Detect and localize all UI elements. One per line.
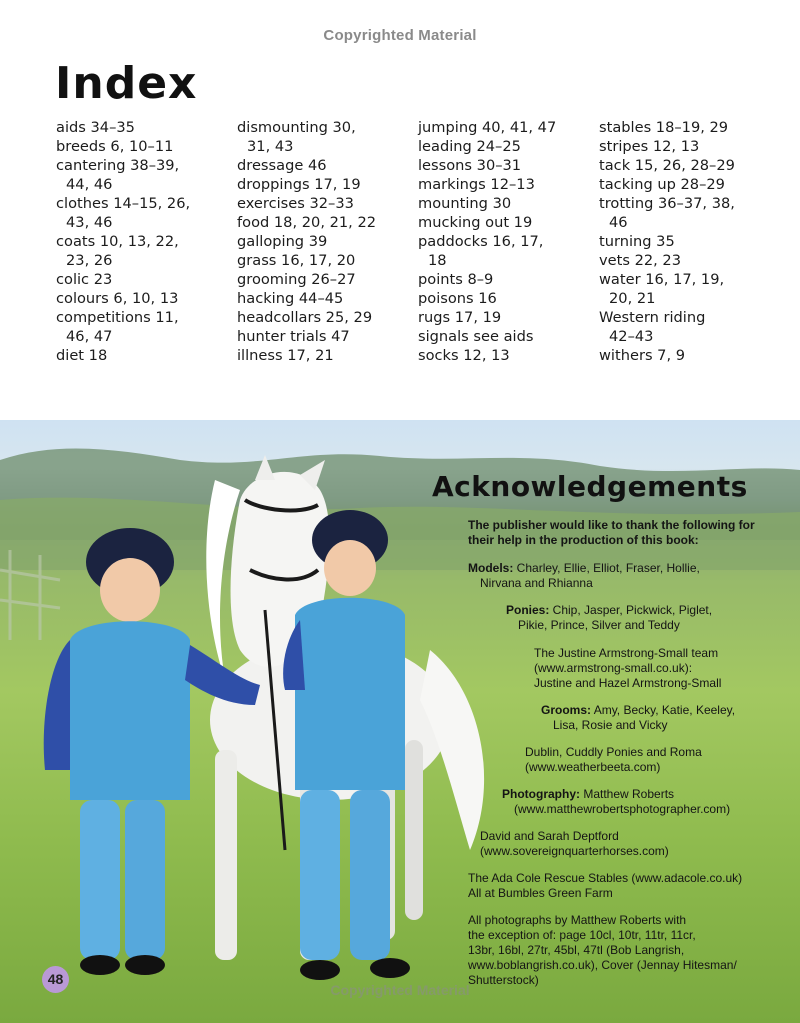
index-entry-line: headcollars 25, 29: [237, 309, 373, 326]
index-entry-line: withers 7, 9: [599, 347, 686, 364]
ack-text: Chip, Jasper, Pickwick, Piglet,: [549, 603, 713, 617]
ack-text: Shutterstock): [468, 973, 539, 987]
index-entry-line: mucking out 19: [418, 214, 533, 231]
index-entry: [418, 232, 593, 270]
index-entry: [418, 270, 593, 289]
ack-text: the exception of: page 10cl, 10tr, 11tr, 11cr,: [468, 928, 696, 942]
ack-text: Nirvana and Rhianna: [480, 576, 593, 590]
index-entry: [418, 327, 593, 346]
index-entry-line: tacking up 28–29: [599, 176, 725, 193]
index-column-3: [418, 118, 593, 365]
index-entry-line: competitions 11,: [56, 309, 179, 326]
index-entry: [56, 232, 231, 270]
ack-line: [468, 928, 737, 943]
index-entry-line: aids 34–35: [56, 119, 135, 136]
index-entry: [56, 156, 231, 194]
ack-label: Photography:: [502, 787, 580, 801]
ack-deptford: [480, 829, 669, 859]
index-entry-line: points 8–9: [418, 271, 494, 288]
index-entry-line: hacking 44–45: [237, 290, 344, 307]
index-entry: [237, 118, 412, 156]
index-entry: [237, 270, 412, 289]
acknowledgements-intro: The publisher would like to thank the following for their help in the production of this book:: [468, 518, 755, 547]
ack-line: [468, 913, 737, 928]
ack-line: [534, 661, 721, 676]
index-entry-line: dismounting 30,: [237, 119, 356, 136]
index-entry-line: 18: [428, 252, 447, 269]
ack-line: [468, 576, 700, 591]
index-entry-line: 23, 26: [66, 252, 113, 269]
index-entry-line: breeds 6, 10–11: [56, 138, 174, 155]
ack-models: [468, 561, 700, 591]
index-entry-line: socks 12, 13: [418, 347, 510, 364]
index-entry: [599, 194, 774, 232]
index-entry: [418, 156, 593, 175]
ack-line: [468, 561, 700, 576]
ack-text: 13br, 16bl, 27tr, 45bl, 47tl (Bob Langrish,: [468, 943, 685, 957]
ack-text: www.boblangrish.co.uk), Cover (Jennay Hitesman/: [468, 958, 737, 972]
ack-text: Justine and Hazel Armstrong-Small: [534, 676, 722, 690]
index-column-1: [56, 118, 231, 365]
index-entry-line: signals see aids: [418, 328, 534, 345]
ack-line: [541, 703, 735, 718]
acknowledgements-heading: Acknowledgements: [432, 470, 748, 503]
index-entry: [418, 118, 593, 137]
index-entry: [56, 118, 231, 137]
index-entry-line: food 18, 20, 21, 22: [237, 214, 377, 231]
index-entry: [418, 137, 593, 156]
ack-text: (www.sovereignquarterhorses.com): [480, 844, 669, 858]
index-entry: [237, 327, 412, 346]
ack-line: [534, 676, 721, 691]
index-entry-line: trotting 36–37, 38,: [599, 195, 735, 212]
index-entry-line: 46: [609, 214, 628, 231]
ack-text: Dublin, Cuddly Ponies and Roma: [525, 745, 702, 759]
index-entry: [237, 232, 412, 251]
index-entry: [418, 213, 593, 232]
index-entry: [418, 194, 593, 213]
index-entry-line: grass 16, 17, 20: [237, 252, 356, 269]
index-entry: [237, 175, 412, 194]
ack-line: [506, 618, 712, 633]
ack-line: [468, 871, 742, 886]
index-entry: [599, 308, 774, 346]
index-entry: [56, 137, 231, 156]
index-entry: [418, 346, 593, 365]
index-entry-line: jumping 40, 41, 47: [418, 119, 557, 136]
index-entry-line: stripes 12, 13: [599, 138, 700, 155]
ack-dublin: [525, 745, 702, 775]
index-entry: [56, 194, 231, 232]
index-entry: [599, 156, 774, 175]
index-entry-line: paddocks 16, 17,: [418, 233, 544, 250]
index-entry-line: rugs 17, 19: [418, 309, 502, 326]
index-entry: [599, 232, 774, 251]
ack-grooms: [541, 703, 735, 733]
index-column-4: [599, 118, 774, 365]
ack-text: The Justine Armstrong-Small team: [534, 646, 719, 660]
index-entry-line: coats 10, 13, 22,: [56, 233, 179, 250]
ack-line: [468, 958, 737, 973]
ack-line: [480, 844, 669, 859]
ack-text: (www.armstrong-small.co.uk):: [534, 661, 693, 675]
ack-text: (www.weatherbeeta.com): [525, 760, 661, 774]
index-entry-line: vets 22, 23: [599, 252, 681, 269]
index-entry-line: Western riding: [599, 309, 706, 326]
index-entry-line: lessons 30–31: [418, 157, 522, 174]
ack-line: [541, 718, 735, 733]
page-number-badge: 48: [42, 966, 69, 993]
ack-label: Grooms:: [541, 703, 592, 717]
ack-line: [480, 829, 669, 844]
index-entry: [237, 346, 412, 365]
index-entry-line: poisons 16: [418, 290, 497, 307]
index-entry-line: 43, 46: [66, 214, 113, 231]
index-entry-line: turning 35: [599, 233, 675, 250]
index-entry-line: hunter trials 47: [237, 328, 350, 345]
index-entry: [599, 270, 774, 308]
ack-photography: [502, 787, 730, 817]
index-entry-line: droppings 17, 19: [237, 176, 361, 193]
index-entry: [599, 251, 774, 270]
ack-line: [525, 745, 702, 760]
ack-line: [525, 760, 702, 775]
index-entry: [56, 289, 231, 308]
ack-team: [534, 646, 721, 691]
index-entry-line: clothes 14–15, 26,: [56, 195, 191, 212]
index-entry-line: cantering 38–39,: [56, 157, 180, 174]
index-column-2: [237, 118, 412, 365]
index-entry: [599, 118, 774, 137]
index-entry-line: leading 24–25: [418, 138, 521, 155]
index-entry-line: colic 23: [56, 271, 113, 288]
ack-text: All at Bumbles Green Farm: [468, 886, 613, 900]
ack-text: Pikie, Prince, Silver and Teddy: [518, 618, 680, 632]
index-entry: [418, 289, 593, 308]
index-entry-line: colours 6, 10, 13: [56, 290, 179, 307]
ack-text: Matthew Roberts: [580, 787, 675, 801]
index-entry: [237, 308, 412, 327]
ack-label: Models:: [468, 561, 514, 575]
index-entry: [56, 308, 231, 346]
ack-line: [468, 886, 742, 901]
ack-label: Ponies:: [506, 603, 550, 617]
index-entry: [237, 194, 412, 213]
index-entry: [418, 175, 593, 194]
ack-ponies: [506, 603, 712, 633]
ack-line: [534, 646, 721, 661]
index-entry: [56, 270, 231, 289]
ack-text: The Ada Cole Rescue Stables (www.adacole.co.uk): [468, 871, 743, 885]
copyright-watermark-bottom: Copyrighted Material: [330, 982, 470, 998]
index-entry: [56, 346, 231, 365]
ack-line: [502, 787, 730, 802]
ack-line: [468, 943, 737, 958]
ack-text: Amy, Becky, Katie, Keeley,: [591, 703, 736, 717]
index-entry-line: 20, 21: [609, 290, 656, 307]
ack-text: Lisa, Rosie and Vicky: [553, 718, 668, 732]
index-entry-line: dressage 46: [237, 157, 327, 174]
index-entry-line: tack 15, 26, 28–29: [599, 157, 735, 174]
index-entry: [599, 346, 774, 365]
index-entry-line: 31, 43: [247, 138, 294, 155]
ack-text: (www.matthewrobertsphotographer.com): [514, 802, 731, 816]
ack-ada-cole: [468, 871, 742, 901]
index-entry-line: 46, 47: [66, 328, 113, 345]
ack-text: David and Sarah Deptford: [480, 829, 619, 843]
index-entry-line: grooming 26–27: [237, 271, 356, 288]
ack-line: [502, 802, 730, 817]
index-entry-line: stables 18–19, 29: [599, 119, 729, 136]
index-entry: [237, 251, 412, 270]
index-entry-line: mounting 30: [418, 195, 512, 212]
index-entry-line: 44, 46: [66, 176, 113, 193]
index-entry-line: illness 17, 21: [237, 347, 334, 364]
ack-line: [506, 603, 712, 618]
copyright-watermark: Copyrighted Material: [323, 27, 477, 44]
index-entry: [599, 137, 774, 156]
index-entry-line: 42–43: [609, 328, 654, 345]
index-entry: [599, 175, 774, 194]
index-entry-line: diet 18: [56, 347, 108, 364]
index-entry-line: markings 12–13: [418, 176, 535, 193]
index-entry: [237, 156, 412, 175]
ack-text: All photographs by Matthew Roberts with: [468, 913, 687, 927]
index-heading: Index: [55, 58, 198, 109]
index-entry: [237, 213, 412, 232]
ack-photo-credits: [468, 913, 737, 988]
ack-text: Charley, Ellie, Elliot, Fraser, Hollie,: [513, 561, 700, 575]
index-entry-line: galloping 39: [237, 233, 328, 250]
index-entry: [418, 308, 593, 327]
index-entry: [237, 289, 412, 308]
index-entry-line: water 16, 17, 19,: [599, 271, 725, 288]
index-entry-line: exercises 32–33: [237, 195, 354, 212]
